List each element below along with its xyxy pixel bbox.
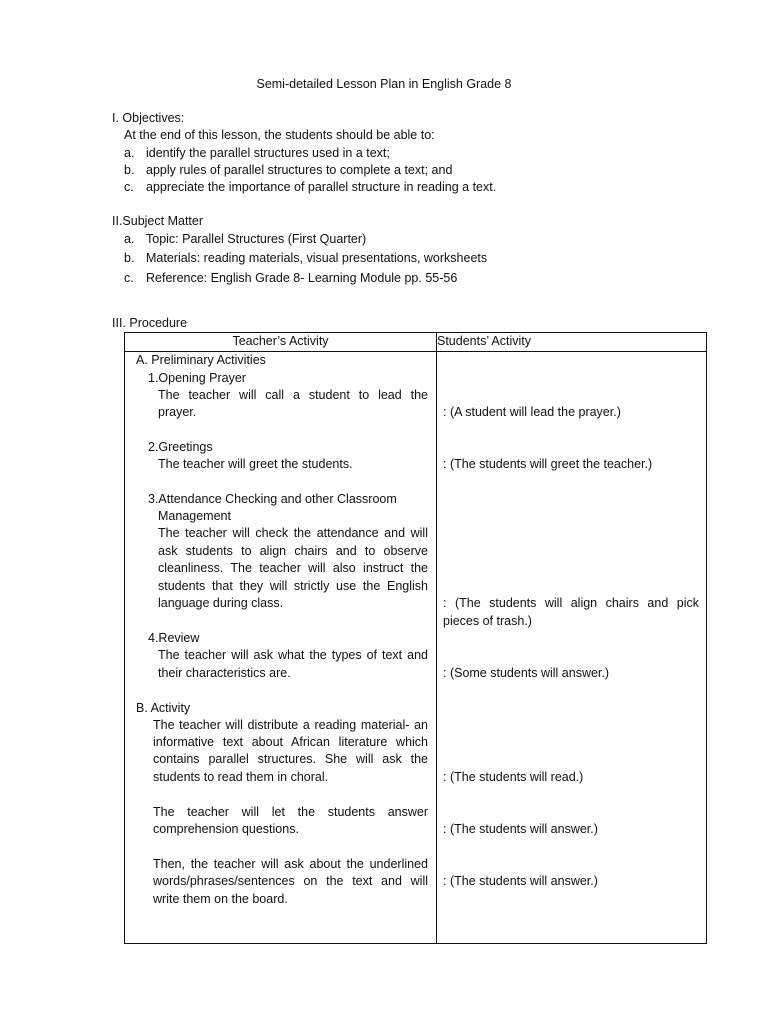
activity-student-response: : (The students will read.) — [443, 770, 584, 784]
activity-teacher-line: words/phrases/sentences on the text and will — [153, 874, 428, 888]
attendance-teacher-line: language during class. — [158, 596, 284, 610]
objective-text: apply rules of parallel structures to complete a text; and — [146, 163, 453, 177]
attendance-student-response: : (The students will align chairs and pick — [443, 596, 699, 610]
review-teacher-line: their characteristics are. — [158, 666, 291, 680]
objectives-heading: I. Objectives: — [112, 111, 185, 125]
objective-label: a. — [124, 146, 135, 160]
attendance-teacher-line: The teacher will check the attendance and will — [158, 526, 428, 540]
procedure-table — [124, 332, 707, 944]
activity-student-response: : (The students will answer.) — [443, 874, 598, 888]
section-b-heading: B. Activity — [136, 701, 191, 715]
activity-teacher-line: write them on the board. — [153, 892, 288, 906]
review-title: 4.Review — [148, 631, 200, 645]
attendance-teacher-line: ask students to align chairs and to observe — [158, 544, 428, 558]
teacher-activity-cell — [125, 352, 437, 944]
greetings-teacher-line: The teacher will greet the students. — [158, 457, 353, 471]
review-student-response: : (Some students will answer.) — [443, 666, 610, 680]
activity-teacher-line: The teacher will let the students answer — [153, 805, 428, 819]
subject-item — [124, 250, 487, 268]
subject-text: Topic: Parallel Structures (First Quarter) — [146, 232, 367, 246]
students-column-header: Students’ Activity — [437, 333, 707, 352]
attendance-student-response: pieces of trash.) — [443, 614, 532, 628]
objective-item — [124, 145, 390, 163]
subject-label: b. — [124, 251, 135, 265]
attendance-teacher-line: students that they will strictly use the English — [158, 579, 428, 593]
subject-text: Materials: reading materials, visual presentations, worksheets — [146, 251, 488, 265]
attendance-title: Management — [158, 509, 231, 523]
students-activity-cell — [437, 352, 707, 944]
activity-teacher-line: comprehension questions. — [153, 822, 299, 836]
activity-teacher-line: The teacher will distribute a reading material- an — [153, 718, 428, 732]
opening-prayer-title: 1.Opening Prayer — [148, 371, 246, 385]
activity-teacher-line: Then, the teacher will ask about the underlined — [153, 857, 428, 871]
opening-prayer-teacher-line: prayer. — [158, 405, 197, 419]
procedure-heading: III. Procedure — [112, 316, 188, 330]
greetings-student-response: : (The students will greet the teacher.) — [443, 457, 653, 471]
objectives-intro: At the end of this lesson, the students should be able to: — [124, 128, 435, 142]
table-body-row — [125, 352, 707, 944]
opening-prayer-student-response: : (A student will lead the prayer.) — [443, 405, 621, 419]
activity-teacher-line: contains parallel structures. She will ask the — [153, 752, 428, 766]
objective-item — [124, 179, 496, 197]
subject-item — [124, 270, 457, 288]
review-teacher-line: The teacher will ask what the types of text and — [158, 648, 428, 662]
objective-text: appreciate the importance of parallel structure in reading a text. — [146, 180, 497, 194]
objective-item — [124, 162, 452, 180]
subject-text: Reference: English Grade 8- Learning Module pp. 55-56 — [146, 271, 458, 285]
attendance-title: 3.Attendance Checking and other Classroom — [148, 492, 397, 506]
teacher-column-header: Teacher’s Activity — [125, 333, 437, 352]
objective-label: b. — [124, 163, 135, 177]
objective-label: c. — [124, 180, 134, 194]
subject-matter-heading: II.Subject Matter — [112, 214, 204, 228]
document-title: Semi-detailed Lesson Plan in English Grade 8 — [256, 77, 512, 91]
opening-prayer-teacher-line: The teacher will call a student to lead the — [158, 388, 428, 402]
table-header-row — [125, 333, 707, 352]
activity-teacher-line: informative text about African literature which — [153, 735, 428, 749]
subject-label: a. — [124, 232, 135, 246]
subject-item — [124, 231, 366, 249]
objective-text: identify the parallel structures used in a text; — [146, 146, 390, 160]
attendance-teacher-line: cleanliness. The teacher will also instruct the — [158, 561, 428, 575]
greetings-title: 2.Greetings — [148, 440, 213, 454]
activity-teacher-line: students to read them in choral. — [153, 770, 329, 784]
subject-label: c. — [124, 271, 134, 285]
section-a-heading: A. Preliminary Activities — [136, 353, 266, 367]
activity-student-response: : (The students will answer.) — [443, 822, 598, 836]
